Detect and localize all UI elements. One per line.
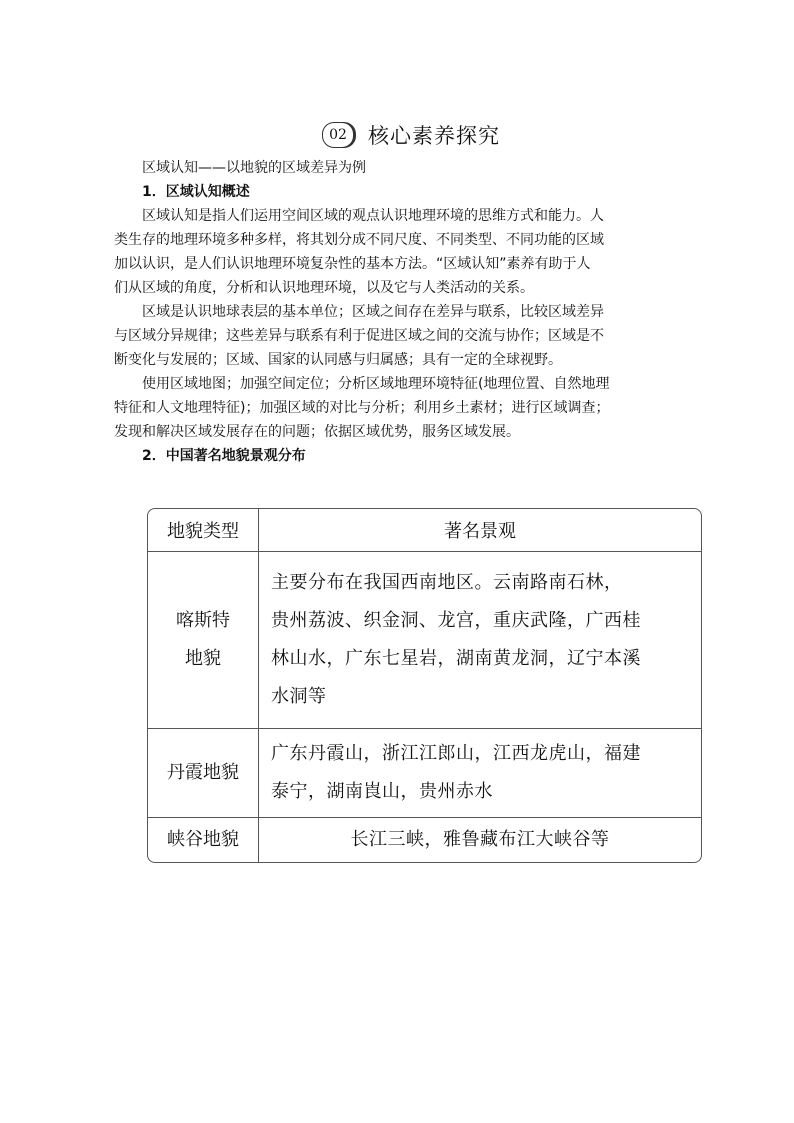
section-title (322, 120, 500, 150)
landform-type-line: 丹霞地貌 (167, 762, 239, 783)
landform-table (147, 508, 702, 863)
landscape-line: 泰宁，湖南崀山，贵州赤水 (271, 781, 493, 802)
topic-subtitle: 区域认知——以地貌的区域差异为例 (142, 160, 366, 176)
landscape-line: 主要分布在我国西南地区。云南路南石林， (271, 572, 623, 593)
paragraph-1 (114, 204, 686, 300)
table-row (148, 552, 701, 729)
paragraph-line: 断变化与发展的；区域、国家的认同感与归属感；具有一定的全球视野。 (114, 352, 562, 368)
section2-heading: 2．中国著名地貌景观分布 (142, 448, 306, 464)
section1 (114, 180, 686, 468)
paragraph-line: 特征和人文地理特征)；加强区域的对比与分析；利用乡土素材；进行区域调查； (114, 400, 610, 416)
paragraph-line: 与区域分异规律；这些差异与联系有利于促进区域之间的交流与协作；区域是不 (114, 328, 604, 344)
paragraph-line: 类生存的地理环境多种多样，将其划分成不同尺度、不同类型、不同功能的区域 (114, 232, 604, 248)
table-row (148, 818, 701, 862)
section-number-badge: 02 (322, 122, 354, 148)
landscape-line: 广东丹霞山，浙江江郎山，江西龙虎山，福建 (271, 743, 641, 764)
landform-type-line: 峡谷地貌 (167, 829, 239, 850)
landform-type-cell (148, 818, 259, 862)
section-title-text: 核心素养探究 (368, 124, 500, 148)
landform-type-cell (148, 729, 259, 818)
table-header-row (148, 509, 701, 552)
header-landform-type: 地貌类型 (148, 509, 259, 552)
paragraph-line: 区域认知是指人们运用空间区域的观点认识地理环境的思维方式和能力。人 (142, 208, 604, 224)
header-famous-landscapes: 著名景观 (259, 509, 701, 552)
paragraph-line: 们从区域的角度，分析和认识地理环境，以及它与人类活动的关系。 (114, 280, 534, 296)
landscape-cell (259, 818, 701, 862)
landform-type-line: 地貌 (185, 648, 221, 669)
landscape-line: 贵州荔波、织金洞、龙宫，重庆武隆，广西桂 (271, 610, 641, 631)
section1-heading: 1．区域认知概述 (142, 184, 250, 200)
paragraph-3 (114, 372, 686, 444)
paragraph-line: 发现和解决区域发展存在的问题；依据区域优势，服务区域发展。 (114, 424, 520, 440)
paragraph-line: 使用区域地图；加强空间定位；分析区域地理环境特征(地理位置、自然地理 (142, 376, 610, 392)
landform-type-line: 喀斯特 (176, 610, 230, 631)
landscape-line: 林山水，广东七星岩，湖南黄龙洞，辽宁本溪 (271, 648, 641, 669)
paragraph-line: 区域是认识地球表层的基本单位；区域之间存在差异与联系，比较区域差异 (142, 304, 604, 320)
landscape-line: 水洞等 (271, 686, 327, 707)
paragraph-2 (114, 300, 686, 372)
table-row (148, 729, 701, 818)
landscape-cell (259, 729, 701, 818)
landform-type-cell (148, 552, 259, 729)
paragraph-line: 加以认识，是人们认识地理环境复杂性的基本方法。“区域认知”素养有助于人 (114, 256, 591, 272)
landscape-line: 长江三峡，雅鲁藏布江大峡谷等 (350, 829, 610, 850)
landscape-cell (259, 552, 701, 729)
